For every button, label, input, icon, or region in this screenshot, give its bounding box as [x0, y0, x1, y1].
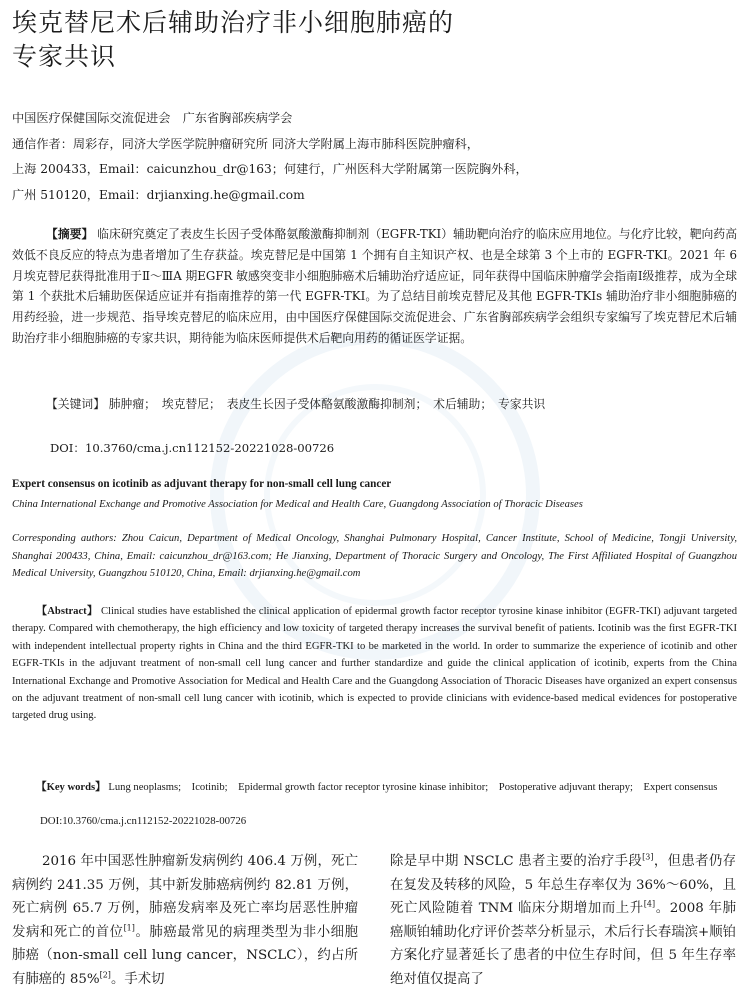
- abstract-english: [12, 603, 737, 725]
- citation-ref-2[interactable]: [2]: [99, 970, 111, 980]
- body-left-part-1: 2016 年中国恶性肿瘤新发病例约 406.4 万例，死亡病例约 241.35 万例，其中新发肺癌病例约 82.81 万例，死亡病例 65.7 万例，肺癌发病率及死亡率均居恶性肿瘤发病和死亡的首位: [12, 854, 358, 940]
- english-keywords-text: Lung neoplasms; Icotinib; Epidermal growth factor receptor tyrosine kinase inhibitor; Postoperative adjuvant therapy; Expert consensus: [108, 782, 718, 793]
- title-line-1: 埃克替尼术后辅助治疗非小细胞肺癌的: [12, 8, 455, 37]
- body-right-part-1: 除是早中期 NSCLC 患者主要的治疗手段: [390, 854, 643, 869]
- keywords-text: 肺肿瘤； 埃克替尼； 表皮生长因子受体酪氨酸激酶抑制剂； 术后辅助； 专家共识: [108, 397, 546, 411]
- body-left-part-3: 。手术切: [110, 971, 165, 987]
- citation-ref-3[interactable]: [3]: [642, 852, 654, 862]
- abstract-chinese: [12, 224, 737, 349]
- english-abstract-label: 【Abstract】: [36, 606, 98, 617]
- author-orgs: 中国医疗保健国际交流促进会 广东省胸部疾病学会: [12, 111, 293, 125]
- citation-ref-1[interactable]: [1]: [123, 923, 135, 933]
- english-authors: Corresponding authors: Zhou Caicun, Department of Medical Oncology, Shanghai Pulmonary Hospital, Cancer Institute, School of Medicine, Tongji University, Shanghai 200433, China, Email: caicunzhou_dr@163.com; He Jianxing, Department of Thoracic Surgery and Oncology, The First Affiliated Hospital of Guangzhou Medical University, Guangzhou 510120, China, Email: drjianxing.he@gmail.com: [12, 533, 737, 580]
- body-right-part-2: ，但患者仍存在复发及转移的风险，5 年总生存率仅为 36%～60%，且死亡风险随着 TNM 临床分期增加而上升: [390, 854, 736, 917]
- doi-english: DOI:10.3760/cma.j.cn112152-20221028-00726: [40, 815, 247, 827]
- english-org: China International Exchange and Promotive Association for Medical and Health Care, Guangdong Association of Thoracic Diseases: [12, 499, 583, 510]
- keywords-label: 【关键词】: [46, 397, 105, 411]
- body-right-part-3: 。2008 年肺癌顺铂辅助化疗评价荟萃分析显示，术后行长春瑞滨+顺铂方案化疗显著延长了患者的中位生存时间，但 5 年生存率绝对值仅提高了: [390, 901, 736, 987]
- correspondence-line-2: 上海 200433，Email：caicunzhou_dr@163；何建行，广州医科大学附属第一医院胸外科，: [12, 162, 528, 177]
- keywords-chinese: [12, 394, 737, 415]
- abstract-text: 临床研究奠定了表皮生长因子受体酪氨酸激酶抑制剂（EGFR-TKI）辅助靶向治疗的临床应用地位。与化疗比较，靶向药高效低不良反应的特点为患者增加了生存获益。埃克替尼是中国第 1 个拥有自主知识产权、也是全球第 3 个上市的 EGFR-TKI。2021 年 6 月埃克替尼获得批准用于Ⅱ～ⅢA 期EGFR 敏感突变非小细胞肺癌术后辅助治疗适应证，同年获得中国临床肿瘤学会指南Ⅰ级推荐，成为全球第 1 个获批术后辅助医保适应证并有指南推荐的第一代 EGFR-TKI。为了总结目前埃克替尼及其他 EGFR-TKIs 辅助治疗非小细胞肺癌的用药经验，进一步规范、指导埃克替尼的临床应用，由中国医疗保健国际交流促进会、广东省胸部疾病学会组织专家编写了埃克替尼术后辅助治疗非小细胞肺癌的专家共识，期待能为临床医师提供术后靶向用药的循证医学证据。: [12, 227, 737, 345]
- citation-ref-4[interactable]: [4]: [643, 899, 656, 909]
- title-line-2: 专家共识: [12, 42, 117, 71]
- doi-chinese: DOI：10.3760/cma.j.cn112152-20221028-00726: [50, 441, 335, 455]
- correspondence-line-3: 广州 510120，Email：drjianxing.he@gmail.com: [12, 187, 305, 202]
- body-column-left: [12, 850, 358, 992]
- keywords-english: [12, 779, 737, 796]
- authors-chinese: [12, 106, 737, 208]
- correspondence-line-1: 通信作者：周彩存，同济大学医学院肿瘤研究所 同济大学附属上海市肺科医院肿瘤科，: [12, 136, 479, 151]
- english-title: Expert consensus on icotinib as adjuvant therapy for non-small cell lung cancer: [12, 478, 392, 490]
- article-title: [12, 6, 737, 74]
- body-left-part-2: 。肺癌最常见的病理类型为非小细胞肺癌（non-small cell lung cancer，NSCLC），约占所有肺癌的 85%: [12, 924, 359, 987]
- abstract-label: 【摘要】: [46, 227, 94, 241]
- body-column-right: [390, 850, 736, 992]
- english-keywords-label: 【Key words】: [36, 782, 106, 793]
- english-abstract-text: Clinical studies have established the clinical application of epidermal growth factor receptor tyrosine kinase inhibitor (EGFR-TKI) adjuvant targeted therapy. Compared with chemotherapy, the high efficiency and low toxicity of targeted therapy increases the survival benefit of patients. Icotinib was the first EGFR-TKI with independent intellectual property rights in China and the third EGFR-TKI to be marketed in the world. In order to summarize the experience of icotinib and other EGFR-TKIs in the adjuvant treatment of non-small cell lung cancer and further standardize and guide the clinical application of icotinib, experts from the China International Exchange and Promotive Association for Medical and Health Care and the Guangdong Association of Thoracic Diseases have organized an expert consensus on the adjuvant treatment of non-small cell lung cancer with icotinib, which is expected to provide clinicians with evidence-based medical evidences for postoperative targeted drug using.: [12, 606, 738, 722]
